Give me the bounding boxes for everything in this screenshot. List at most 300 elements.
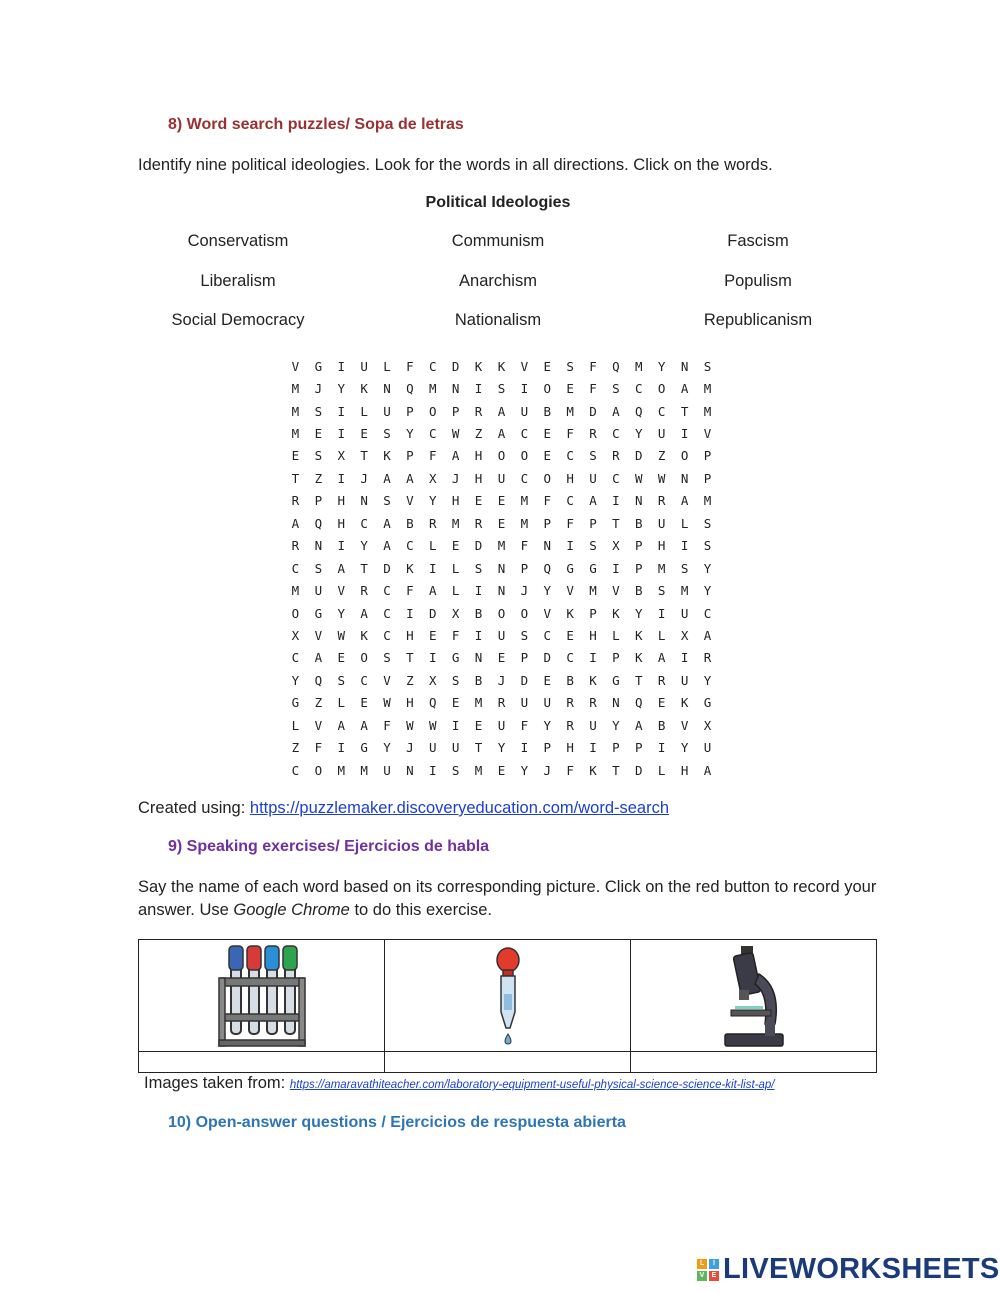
grid-letter[interactable]: U <box>543 695 551 711</box>
grid-letter[interactable]: R <box>589 695 597 711</box>
grid-letter[interactable]: K <box>360 627 368 643</box>
grid-letter[interactable]: S <box>451 672 460 688</box>
grid-letter[interactable]: C <box>657 403 666 419</box>
grid-letter[interactable]: K <box>383 448 391 464</box>
grid-letter[interactable]: U <box>429 740 437 756</box>
grid-letter[interactable]: W <box>383 695 391 711</box>
grid-letter[interactable]: H <box>566 740 574 756</box>
grid-letter[interactable]: C <box>703 605 712 621</box>
grid-letter[interactable]: I <box>337 426 345 442</box>
grid-letter[interactable]: C <box>566 448 574 464</box>
grid-letter[interactable]: Y <box>635 605 643 621</box>
grid-letter[interactable]: M <box>451 515 460 531</box>
grid-letter[interactable]: S <box>314 448 323 464</box>
grid-letter[interactable]: J <box>314 381 323 397</box>
grid-letter[interactable]: I <box>589 650 597 666</box>
grid-letter[interactable]: A <box>497 403 506 419</box>
grid-letter[interactable]: W <box>635 470 643 486</box>
grid-letter[interactable]: N <box>543 538 551 554</box>
grid-letter[interactable]: Y <box>657 358 666 374</box>
grid-letter[interactable]: T <box>474 740 483 756</box>
grid-letter[interactable]: U <box>497 470 506 486</box>
grid-letter[interactable]: O <box>314 762 323 778</box>
grid-letter[interactable]: Q <box>612 358 620 374</box>
grid-letter[interactable]: U <box>680 605 689 621</box>
grid-letter[interactable]: V <box>520 358 529 374</box>
grid-letter[interactable]: A <box>497 426 506 442</box>
grid-letter[interactable]: N <box>474 650 483 666</box>
grid-letter[interactable]: A <box>451 448 460 464</box>
grid-letter[interactable]: I <box>474 381 483 397</box>
grid-letter[interactable]: I <box>589 740 597 756</box>
grid-letter[interactable]: O <box>429 403 437 419</box>
grid-letter[interactable]: U <box>497 717 506 733</box>
grid-letter[interactable]: V <box>291 358 300 374</box>
grid-letter[interactable]: S <box>383 426 391 442</box>
grid-letter[interactable]: B <box>543 403 551 419</box>
grid-letter[interactable]: Y <box>543 583 551 599</box>
grid-letter[interactable]: V <box>337 583 345 599</box>
grid-letter[interactable]: M <box>520 493 529 509</box>
grid-letter[interactable]: Z <box>406 672 414 688</box>
grid-letter[interactable]: Y <box>543 717 551 733</box>
word-search-grid[interactable] <box>284 355 719 781</box>
grid-letter[interactable]: U <box>520 695 529 711</box>
grid-letter[interactable]: F <box>589 381 597 397</box>
grid-letter[interactable]: L <box>451 560 460 576</box>
grid-letter[interactable]: M <box>635 358 643 374</box>
grid-letter[interactable]: F <box>520 717 529 733</box>
grid-letter[interactable]: F <box>383 717 391 733</box>
grid-letter[interactable]: R <box>497 695 506 711</box>
grid-letter[interactable]: Y <box>680 740 689 756</box>
grid-letter[interactable]: U <box>703 740 712 756</box>
grid-letter[interactable]: B <box>635 583 643 599</box>
grid-letter[interactable]: I <box>406 605 414 621</box>
grid-letter[interactable]: P <box>589 515 597 531</box>
grid-letter[interactable]: O <box>520 448 529 464</box>
grid-letter[interactable]: E <box>474 493 483 509</box>
grid-letter[interactable]: U <box>314 583 323 599</box>
grid-letter[interactable]: A <box>406 470 414 486</box>
grid-letter[interactable]: L <box>680 515 689 531</box>
grid-letter[interactable]: E <box>566 627 574 643</box>
grid-letter[interactable]: S <box>657 583 666 599</box>
grid-letter[interactable]: Y <box>520 762 529 778</box>
grid-letter[interactable]: M <box>566 403 574 419</box>
grid-letter[interactable]: M <box>474 762 483 778</box>
grid-letter[interactable]: H <box>680 762 689 778</box>
grid-letter[interactable]: T <box>612 762 620 778</box>
grid-letter[interactable]: V <box>314 717 323 733</box>
grid-letter[interactable]: I <box>337 358 345 374</box>
grid-letter[interactable]: H <box>337 493 345 509</box>
grid-letter[interactable]: R <box>589 426 597 442</box>
grid-letter[interactable]: Q <box>635 403 643 419</box>
grid-letter[interactable]: A <box>680 381 689 397</box>
grid-letter[interactable]: U <box>360 358 368 374</box>
grid-letter[interactable]: Q <box>314 515 323 531</box>
grid-letter[interactable]: R <box>657 672 666 688</box>
grid-letter[interactable]: J <box>406 740 414 756</box>
grid-letter[interactable]: R <box>703 650 712 666</box>
grid-letter[interactable]: U <box>383 762 391 778</box>
grid-letter[interactable]: I <box>657 740 666 756</box>
grid-letter[interactable]: H <box>474 470 483 486</box>
grid-letter[interactable]: P <box>406 448 414 464</box>
grid-letter[interactable]: K <box>566 605 574 621</box>
grid-letter[interactable]: T <box>360 448 368 464</box>
grid-letter[interactable]: O <box>497 448 506 464</box>
grid-letter[interactable]: T <box>680 403 689 419</box>
grid-letter[interactable]: K <box>406 560 414 576</box>
grid-letter[interactable]: P <box>612 740 620 756</box>
grid-letter[interactable]: S <box>474 560 483 576</box>
grid-letter[interactable]: R <box>360 583 368 599</box>
grid-letter[interactable]: L <box>657 762 666 778</box>
grid-letter[interactable]: V <box>680 717 689 733</box>
grid-letter[interactable]: M <box>703 493 712 509</box>
grid-letter[interactable]: I <box>680 538 689 554</box>
grid-letter[interactable]: D <box>635 762 643 778</box>
grid-letter[interactable]: Q <box>429 695 437 711</box>
grid-letter[interactable]: Y <box>703 583 712 599</box>
grid-letter[interactable]: N <box>383 381 391 397</box>
grid-letter[interactable]: J <box>451 470 460 486</box>
grid-letter[interactable]: E <box>360 695 368 711</box>
grid-letter[interactable]: H <box>566 470 574 486</box>
grid-letter[interactable]: Y <box>703 672 712 688</box>
grid-letter[interactable]: C <box>520 470 529 486</box>
grid-letter[interactable]: D <box>635 448 643 464</box>
grid-letter[interactable]: B <box>566 672 574 688</box>
grid-letter[interactable]: Q <box>543 560 551 576</box>
grid-letter[interactable]: H <box>451 493 460 509</box>
puzzle-credit-link[interactable]: https://puzzlemaker.discoveryeducation.com/word-search <box>249 799 670 817</box>
grid-letter[interactable]: L <box>612 627 620 643</box>
grid-letter[interactable]: H <box>406 627 414 643</box>
grid-letter[interactable]: M <box>520 515 529 531</box>
grid-letter[interactable]: M <box>589 583 597 599</box>
grid-letter[interactable]: N <box>406 762 414 778</box>
grid-letter[interactable]: I <box>612 560 620 576</box>
grid-letter[interactable]: I <box>474 627 483 643</box>
grid-letter[interactable]: X <box>612 538 620 554</box>
grid-letter[interactable]: A <box>703 762 712 778</box>
grid-letter[interactable]: P <box>612 650 620 666</box>
grid-letter[interactable]: Z <box>291 740 300 756</box>
grid-letter[interactable]: I <box>657 605 666 621</box>
grid-letter[interactable]: F <box>543 493 551 509</box>
grid-letter[interactable]: R <box>657 493 666 509</box>
grid-letter[interactable]: A <box>383 538 391 554</box>
grid-letter[interactable]: C <box>543 627 551 643</box>
grid-letter[interactable]: P <box>543 740 551 756</box>
grid-letter[interactable]: G <box>291 695 300 711</box>
grid-letter[interactable]: V <box>703 426 712 442</box>
grid-letter[interactable]: L <box>657 627 666 643</box>
grid-letter[interactable]: F <box>566 515 574 531</box>
grid-letter[interactable]: T <box>360 560 368 576</box>
grid-letter[interactable]: R <box>291 493 300 509</box>
grid-letter[interactable]: S <box>383 493 391 509</box>
grid-letter[interactable]: I <box>680 650 689 666</box>
grid-letter[interactable]: T <box>612 515 620 531</box>
grid-letter[interactable]: K <box>680 695 689 711</box>
grid-letter[interactable]: A <box>657 650 666 666</box>
grid-letter[interactable]: S <box>520 627 529 643</box>
grid-letter[interactable]: Z <box>657 448 666 464</box>
grid-letter[interactable]: C <box>429 426 437 442</box>
grid-letter[interactable]: E <box>497 762 506 778</box>
grid-letter[interactable]: Z <box>314 470 323 486</box>
grid-letter[interactable]: F <box>589 358 597 374</box>
grid-letter[interactable]: A <box>589 493 597 509</box>
grid-letter[interactable]: X <box>337 448 345 464</box>
grid-letter[interactable]: T <box>406 650 414 666</box>
grid-letter[interactable]: G <box>314 358 323 374</box>
grid-letter[interactable]: E <box>314 426 323 442</box>
grid-letter[interactable]: A <box>383 470 391 486</box>
grid-letter[interactable]: X <box>680 627 689 643</box>
grid-letter[interactable]: P <box>543 515 551 531</box>
grid-letter[interactable]: M <box>337 762 345 778</box>
grid-letter[interactable]: S <box>337 672 345 688</box>
grid-letter[interactable]: O <box>543 470 551 486</box>
grid-letter[interactable]: Y <box>429 493 437 509</box>
grid-letter[interactable]: N <box>497 560 506 576</box>
answer-cell[interactable] <box>385 1052 631 1073</box>
grid-letter[interactable]: S <box>589 538 597 554</box>
grid-letter[interactable]: F <box>314 740 323 756</box>
grid-letter[interactable]: A <box>383 515 391 531</box>
grid-letter[interactable]: M <box>291 403 300 419</box>
grid-letter[interactable]: A <box>337 560 345 576</box>
grid-letter[interactable]: U <box>657 426 666 442</box>
grid-letter[interactable]: I <box>429 762 437 778</box>
grid-letter[interactable]: M <box>497 538 506 554</box>
grid-letter[interactable]: L <box>429 538 437 554</box>
grid-letter[interactable]: E <box>429 627 437 643</box>
grid-letter[interactable]: W <box>406 717 414 733</box>
grid-letter[interactable]: O <box>291 605 300 621</box>
grid-letter[interactable]: P <box>635 560 643 576</box>
grid-letter[interactable]: R <box>566 717 574 733</box>
grid-letter[interactable]: P <box>406 403 414 419</box>
grid-letter[interactable]: E <box>497 493 506 509</box>
grid-letter[interactable]: F <box>429 448 437 464</box>
grid-letter[interactable]: P <box>520 560 529 576</box>
grid-letter[interactable]: O <box>543 381 551 397</box>
grid-letter[interactable]: M <box>657 560 666 576</box>
grid-letter[interactable]: P <box>589 605 597 621</box>
grid-letter[interactable]: N <box>635 493 643 509</box>
grid-letter[interactable]: N <box>360 493 368 509</box>
grid-letter[interactable]: I <box>451 717 460 733</box>
grid-letter[interactable]: E <box>566 381 574 397</box>
grid-letter[interactable]: O <box>657 381 666 397</box>
grid-letter[interactable]: R <box>474 403 483 419</box>
grid-letter[interactable]: S <box>680 560 689 576</box>
grid-letter[interactable]: H <box>337 515 345 531</box>
grid-letter[interactable]: I <box>429 560 437 576</box>
grid-letter[interactable]: N <box>612 695 620 711</box>
grid-letter[interactable]: C <box>291 650 300 666</box>
grid-letter[interactable]: S <box>451 762 460 778</box>
grid-letter[interactable]: E <box>543 426 551 442</box>
grid-letter[interactable]: P <box>703 448 712 464</box>
grid-letter[interactable]: Y <box>291 672 300 688</box>
grid-letter[interactable]: Z <box>474 426 483 442</box>
grid-letter[interactable]: I <box>337 740 345 756</box>
grid-letter[interactable]: H <box>657 538 666 554</box>
grid-letter[interactable]: E <box>337 650 345 666</box>
grid-letter[interactable]: E <box>543 448 551 464</box>
grid-letter[interactable]: X <box>429 672 437 688</box>
grid-letter[interactable]: J <box>360 470 368 486</box>
grid-letter[interactable]: A <box>291 515 300 531</box>
grid-letter[interactable]: O <box>680 448 689 464</box>
grid-letter[interactable]: M <box>429 381 437 397</box>
grid-letter[interactable]: I <box>474 583 483 599</box>
grid-letter[interactable]: A <box>429 583 437 599</box>
grid-letter[interactable]: M <box>703 403 712 419</box>
grid-letter[interactable]: K <box>635 627 643 643</box>
grid-letter[interactable]: H <box>474 448 483 464</box>
grid-letter[interactable]: G <box>566 560 574 576</box>
grid-letter[interactable]: E <box>451 695 460 711</box>
grid-letter[interactable]: S <box>703 515 712 531</box>
grid-letter[interactable]: Q <box>314 672 323 688</box>
grid-letter[interactable]: M <box>360 762 368 778</box>
grid-letter[interactable]: N <box>497 583 506 599</box>
grid-letter[interactable]: Y <box>635 426 643 442</box>
grid-letter[interactable]: F <box>451 627 460 643</box>
grid-letter[interactable]: Y <box>406 426 414 442</box>
grid-letter[interactable]: G <box>589 560 597 576</box>
grid-letter[interactable]: L <box>337 695 345 711</box>
grid-letter[interactable]: B <box>635 515 643 531</box>
grid-letter[interactable]: R <box>291 538 300 554</box>
grid-letter[interactable]: Y <box>497 740 506 756</box>
grid-letter[interactable]: K <box>589 672 597 688</box>
grid-letter[interactable]: G <box>360 740 368 756</box>
answer-cell[interactable] <box>631 1052 877 1073</box>
grid-letter[interactable]: K <box>589 762 597 778</box>
grid-letter[interactable]: E <box>474 717 483 733</box>
grid-letter[interactable]: I <box>520 740 529 756</box>
answer-cell[interactable] <box>139 1052 385 1073</box>
grid-letter[interactable]: V <box>406 493 414 509</box>
grid-letter[interactable]: E <box>657 695 666 711</box>
grid-letter[interactable]: J <box>543 762 551 778</box>
grid-letter[interactable]: C <box>612 426 620 442</box>
grid-letter[interactable]: B <box>474 605 483 621</box>
grid-letter[interactable]: M <box>703 381 712 397</box>
grid-letter[interactable]: Y <box>337 381 345 397</box>
grid-letter[interactable]: K <box>635 650 643 666</box>
grid-letter[interactable]: B <box>474 672 483 688</box>
grid-letter[interactable]: V <box>566 583 574 599</box>
grid-letter[interactable]: Q <box>635 695 643 711</box>
grid-letter[interactable]: V <box>383 672 391 688</box>
grid-letter[interactable]: A <box>360 605 368 621</box>
grid-letter[interactable]: P <box>703 470 712 486</box>
grid-letter[interactable]: D <box>543 650 551 666</box>
grid-letter[interactable]: C <box>360 672 368 688</box>
grid-letter[interactable]: F <box>406 583 414 599</box>
grid-letter[interactable]: Y <box>337 605 345 621</box>
grid-letter[interactable]: E <box>543 358 551 374</box>
grid-letter[interactable]: I <box>680 426 689 442</box>
grid-letter[interactable]: S <box>703 538 712 554</box>
grid-letter[interactable]: A <box>337 717 345 733</box>
grid-letter[interactable]: J <box>520 583 529 599</box>
grid-letter[interactable]: F <box>520 538 529 554</box>
grid-letter[interactable]: D <box>451 358 460 374</box>
grid-letter[interactable]: W <box>429 717 437 733</box>
grid-letter[interactable]: I <box>566 538 574 554</box>
images-credit-link[interactable]: https://amaravathiteacher.com/laboratory-equipment-useful-physical-science-science-kit-list-ap/ <box>289 1079 775 1091</box>
grid-letter[interactable]: I <box>337 403 345 419</box>
grid-letter[interactable]: D <box>429 605 437 621</box>
grid-letter[interactable]: N <box>680 470 689 486</box>
grid-letter[interactable]: C <box>612 470 620 486</box>
grid-letter[interactable]: Z <box>314 695 323 711</box>
grid-letter[interactable]: Y <box>703 560 712 576</box>
grid-letter[interactable]: X <box>451 605 460 621</box>
grid-letter[interactable]: H <box>406 695 414 711</box>
grid-letter[interactable]: Y <box>383 740 391 756</box>
grid-letter[interactable]: K <box>497 358 506 374</box>
grid-letter[interactable]: P <box>635 538 643 554</box>
grid-letter[interactable]: C <box>291 560 300 576</box>
grid-letter[interactable]: C <box>291 762 300 778</box>
grid-letter[interactable]: E <box>360 426 368 442</box>
grid-letter[interactable]: T <box>635 672 643 688</box>
grid-letter[interactable]: U <box>520 403 529 419</box>
grid-letter[interactable]: K <box>474 358 483 374</box>
grid-letter[interactable]: C <box>429 358 437 374</box>
grid-letter[interactable]: M <box>291 583 300 599</box>
grid-letter[interactable]: M <box>291 426 300 442</box>
grid-letter[interactable]: C <box>383 627 391 643</box>
grid-letter[interactable]: V <box>314 627 323 643</box>
grid-letter[interactable]: U <box>680 672 689 688</box>
grid-letter[interactable]: C <box>635 381 643 397</box>
grid-letter[interactable]: X <box>703 717 712 733</box>
grid-letter[interactable]: E <box>497 650 506 666</box>
grid-letter[interactable]: D <box>474 538 483 554</box>
grid-letter[interactable]: U <box>383 403 391 419</box>
grid-letter[interactable]: A <box>703 627 712 643</box>
grid-letter[interactable]: A <box>314 650 323 666</box>
grid-letter[interactable]: A <box>360 717 368 733</box>
grid-letter[interactable]: R <box>474 515 483 531</box>
grid-letter[interactable]: D <box>589 403 597 419</box>
grid-letter[interactable]: K <box>612 605 620 621</box>
grid-letter[interactable]: I <box>337 538 345 554</box>
grid-letter[interactable]: M <box>680 583 689 599</box>
grid-letter[interactable]: U <box>589 470 597 486</box>
grid-letter[interactable]: G <box>612 672 620 688</box>
grid-letter[interactable]: J <box>497 672 506 688</box>
grid-letter[interactable]: R <box>429 515 437 531</box>
grid-letter[interactable]: C <box>360 515 368 531</box>
grid-letter[interactable]: P <box>635 740 643 756</box>
grid-letter[interactable]: S <box>383 650 391 666</box>
grid-letter[interactable]: X <box>291 627 300 643</box>
